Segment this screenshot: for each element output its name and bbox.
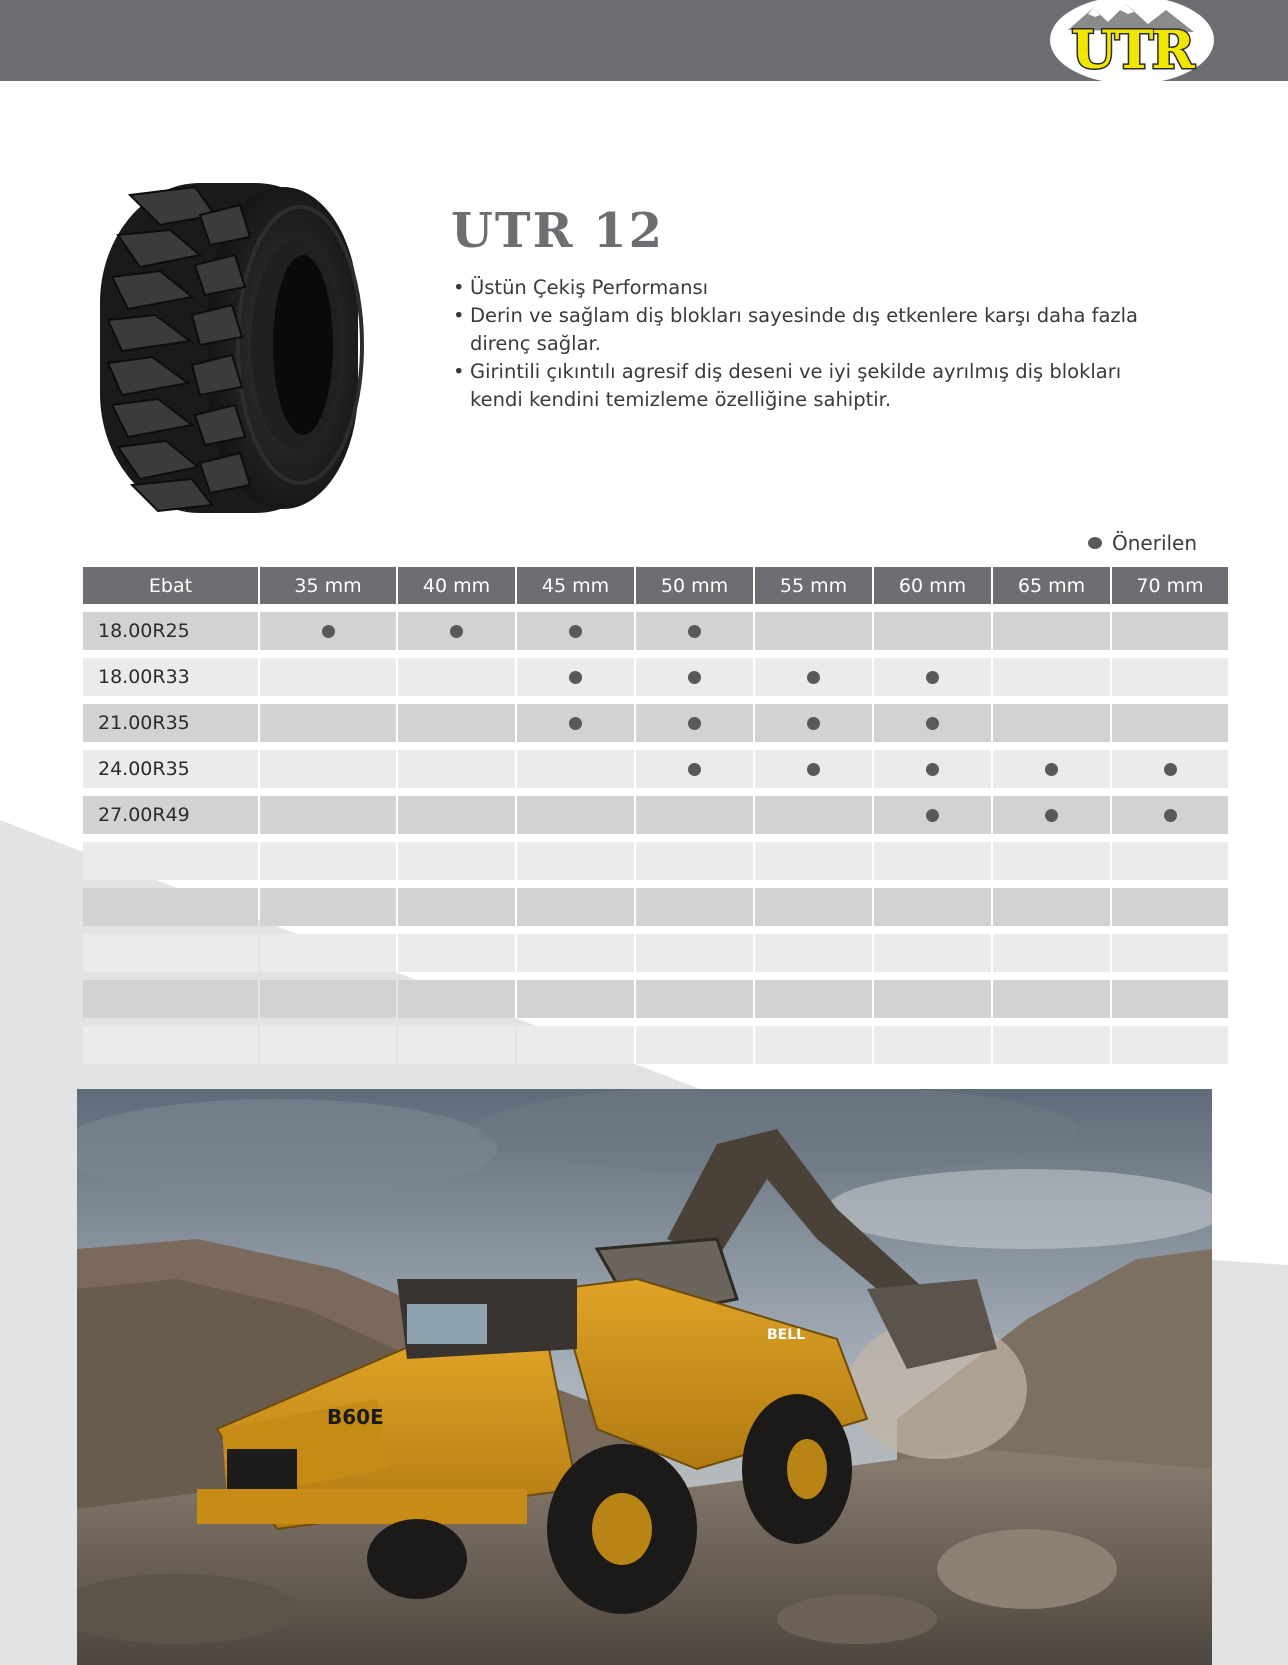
size-cell	[83, 934, 258, 972]
table-row	[83, 658, 1228, 696]
feature-list	[451, 274, 1171, 414]
recommended-dot-icon	[569, 625, 582, 638]
recommended-dot-icon	[926, 763, 939, 776]
depth-cell	[636, 842, 753, 880]
truck-brand-text: BELL	[767, 1327, 806, 1343]
depth-cell	[993, 612, 1110, 650]
depth-cell	[636, 1026, 753, 1064]
size-spec-table	[81, 559, 1230, 1072]
depth-cell	[398, 1026, 515, 1064]
depth-cell	[636, 796, 753, 834]
recommended-dot-icon	[807, 717, 820, 730]
depth-cell	[874, 842, 991, 880]
depth-cell	[636, 980, 753, 1018]
brand-logo	[1048, 0, 1216, 84]
depth-cell	[993, 704, 1110, 742]
legend	[1088, 531, 1197, 555]
recommended-dot-icon	[926, 671, 939, 684]
recommended-dot-icon	[322, 625, 335, 638]
table-header-row	[83, 567, 1228, 604]
depth-cell	[398, 658, 515, 696]
depth-cell	[874, 934, 991, 972]
column-header: 70 mm	[1112, 567, 1228, 604]
depth-cell	[755, 1026, 872, 1064]
column-header: 35 mm	[260, 567, 396, 604]
depth-cell	[260, 796, 396, 834]
depth-cell	[398, 750, 515, 788]
depth-cell	[636, 750, 753, 788]
depth-cell	[1112, 796, 1228, 834]
size-cell: 24.00R35	[83, 750, 258, 788]
depth-cell	[398, 888, 515, 926]
depth-cell	[993, 796, 1110, 834]
depth-cell	[755, 658, 872, 696]
table-row	[83, 612, 1228, 650]
depth-cell	[1112, 842, 1228, 880]
depth-cell	[517, 888, 634, 926]
feature-item: • Derin ve sağlam diş blokları sayesinde dış etkenlere karşı daha fazla direnç sağlar.	[451, 302, 1171, 358]
recommended-dot-icon	[1164, 763, 1177, 776]
depth-cell	[1112, 612, 1228, 650]
depth-cell	[1112, 888, 1228, 926]
depth-cell	[755, 612, 872, 650]
product-title: UTR 12	[451, 203, 664, 259]
depth-cell	[874, 796, 991, 834]
truck-model-text: B60E	[327, 1405, 384, 1429]
depth-cell	[1112, 658, 1228, 696]
depth-cell	[993, 980, 1110, 1018]
recommended-dot-icon	[569, 717, 582, 730]
depth-cell	[517, 1026, 634, 1064]
size-cell	[83, 842, 258, 880]
recommended-dot-icon	[926, 809, 939, 822]
column-header: 60 mm	[874, 567, 991, 604]
depth-cell	[260, 658, 396, 696]
depth-cell	[398, 934, 515, 972]
depth-cell	[517, 842, 634, 880]
depth-cell	[398, 796, 515, 834]
depth-cell	[993, 888, 1110, 926]
size-cell	[83, 888, 258, 926]
depth-cell	[517, 980, 634, 1018]
depth-cell	[517, 796, 634, 834]
depth-cell	[755, 842, 872, 880]
depth-cell	[993, 750, 1110, 788]
machinery-photo	[77, 1089, 1212, 1665]
depth-cell	[1112, 704, 1228, 742]
depth-cell	[636, 658, 753, 696]
depth-cell	[755, 704, 872, 742]
depth-cell	[755, 888, 872, 926]
size-cell: 21.00R35	[83, 704, 258, 742]
depth-cell	[874, 658, 991, 696]
column-header: 50 mm	[636, 567, 753, 604]
size-cell	[83, 980, 258, 1018]
column-header: 65 mm	[993, 567, 1110, 604]
table-row	[83, 750, 1228, 788]
depth-cell	[993, 1026, 1110, 1064]
depth-cell	[993, 934, 1110, 972]
depth-cell	[636, 888, 753, 926]
recommended-dot-icon	[688, 625, 701, 638]
column-header: 55 mm	[755, 567, 872, 604]
depth-cell	[260, 612, 396, 650]
depth-cell	[398, 612, 515, 650]
depth-cell	[398, 842, 515, 880]
depth-cell	[755, 750, 872, 788]
recommended-dot-icon	[807, 763, 820, 776]
size-cell: 18.00R25	[83, 612, 258, 650]
depth-cell	[993, 842, 1110, 880]
depth-cell	[755, 934, 872, 972]
depth-cell	[874, 750, 991, 788]
depth-cell	[517, 750, 634, 788]
recommended-dot-icon	[1045, 763, 1058, 776]
depth-cell	[517, 612, 634, 650]
recommended-dot-icon	[688, 763, 701, 776]
table-row	[83, 934, 1228, 972]
table-row	[83, 888, 1228, 926]
depth-cell	[398, 980, 515, 1018]
tire-image	[100, 175, 365, 520]
table-body	[83, 612, 1228, 1064]
legend-label: Önerilen	[1112, 531, 1198, 555]
table-row	[83, 796, 1228, 834]
depth-cell	[260, 704, 396, 742]
size-cell: 27.00R49	[83, 796, 258, 834]
table-row	[83, 1026, 1228, 1064]
depth-cell	[636, 612, 753, 650]
depth-cell	[260, 750, 396, 788]
column-header: Ebat	[83, 567, 258, 604]
depth-cell	[874, 888, 991, 926]
size-cell	[83, 1026, 258, 1064]
recommended-dot-icon	[450, 625, 463, 638]
depth-cell	[993, 658, 1110, 696]
recommended-dot-icon	[807, 671, 820, 684]
size-cell: 18.00R33	[83, 658, 258, 696]
depth-cell	[517, 658, 634, 696]
depth-cell	[636, 934, 753, 972]
logo-text: UTR	[1071, 20, 1193, 81]
depth-cell	[874, 612, 991, 650]
table-row	[83, 980, 1228, 1018]
recommended-dot-icon	[688, 671, 701, 684]
recommended-dot-icon	[1164, 809, 1177, 822]
depth-cell	[1112, 750, 1228, 788]
recommended-dot-icon	[1045, 809, 1058, 822]
depth-cell	[1112, 934, 1228, 972]
table-row	[83, 842, 1228, 880]
feature-item: • Üstün Çekiş Performansı	[451, 274, 1171, 302]
depth-cell	[1112, 1026, 1228, 1064]
depth-cell	[260, 888, 396, 926]
depth-cell	[260, 934, 396, 972]
depth-cell	[517, 704, 634, 742]
depth-cell	[755, 796, 872, 834]
recommended-dot-icon	[569, 671, 582, 684]
depth-cell	[517, 934, 634, 972]
depth-cell	[874, 1026, 991, 1064]
depth-cell	[1112, 980, 1228, 1018]
depth-cell	[755, 980, 872, 1018]
depth-cell	[636, 704, 753, 742]
column-header: 40 mm	[398, 567, 515, 604]
depth-cell	[874, 980, 991, 1018]
depth-cell	[260, 842, 396, 880]
depth-cell	[260, 980, 396, 1018]
depth-cell	[874, 704, 991, 742]
legend-dot-icon	[1088, 537, 1102, 549]
recommended-dot-icon	[926, 717, 939, 730]
column-header: 45 mm	[517, 567, 634, 604]
depth-cell	[398, 704, 515, 742]
depth-cell	[260, 1026, 396, 1064]
recommended-dot-icon	[688, 717, 701, 730]
table-row	[83, 704, 1228, 742]
feature-item: • Girintili çıkıntılı agresif diş deseni ve iyi şekilde ayrılmış diş blokları kendi kendini temizleme özelliğine sahiptir.	[451, 358, 1171, 414]
